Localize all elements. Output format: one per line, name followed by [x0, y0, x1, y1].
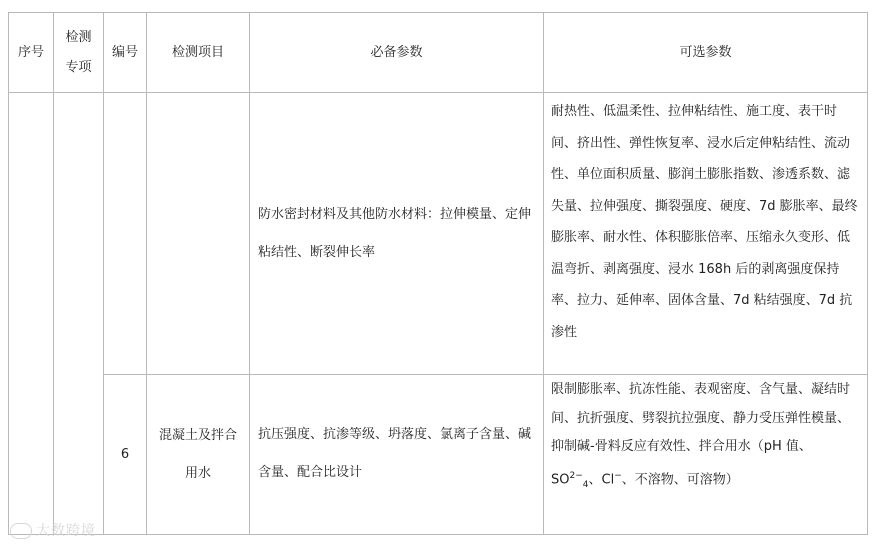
row2-item-text: 混凝土及拌合用水 [158, 427, 237, 481]
watermark-logo-icon [10, 523, 32, 539]
watermark-text: 大数跨境 [36, 523, 96, 539]
header-required: 必备参数 [370, 44, 423, 60]
row2-number: 6 [120, 446, 130, 462]
header-category [54, 13, 103, 92]
table-border-right [867, 12, 868, 535]
row2-item [147, 375, 249, 534]
table-border-bottom [8, 534, 868, 535]
header-seq: 序号 [17, 44, 44, 60]
row2-required: 抗压强度、抗渗等级、坍落度、氯离子含量、碱含量、配合比设计 [258, 427, 532, 480]
row2-optional-sup2: − [614, 470, 622, 481]
row1-optional: 耐热性、低温柔性、拉伸粘结性、施工度、表干时间、挤出性、弹性恢复率、浸水后定伸粘结性、流动性、单位面积质量、膨润土膨胀指数、渗透系数、滤失量、拉伸强度、撕裂强度、硬度、7d 膨胀率、最终膨胀率、耐水性、体积膨胀倍率、压缩永久变形、低温弯折、剥离强度、浸水 168h 后的剥离强度保持率、拉力、延伸率、固体含量、7d 粘结强度、7d 抗渗性 [551, 104, 858, 340]
header-category-line2: 专项 [65, 59, 92, 75]
row2-optional-sup: 2− [569, 470, 583, 481]
row2-optional-text-b: 、Cl [588, 471, 615, 487]
header-optional: 可选参数 [679, 44, 732, 60]
row2-optional-text-c: 、不溶物、可溶物） [621, 471, 739, 487]
watermark [10, 520, 96, 540]
row2-optional-sub: 4 [582, 479, 589, 490]
header-category-line1: 检测 [65, 29, 92, 45]
header-divider [8, 92, 868, 93]
row2-optional-text-a: 限制膨胀率、抗冻性能、表观密度、含气量、凝结时间、抗折强度、劈裂抗拉强度、静力受压弹性模量、抑制碱-骨料反应有效性、拌合用水（pH 值、SO [551, 382, 851, 487]
row1-required: 防水密封材料及其他防水材料：拉伸模量、定伸粘结性、断裂伸长率 [258, 207, 532, 260]
header-number: 编号 [111, 44, 138, 60]
row2-optional [544, 376, 867, 499]
header-item: 检测项目 [171, 44, 224, 60]
